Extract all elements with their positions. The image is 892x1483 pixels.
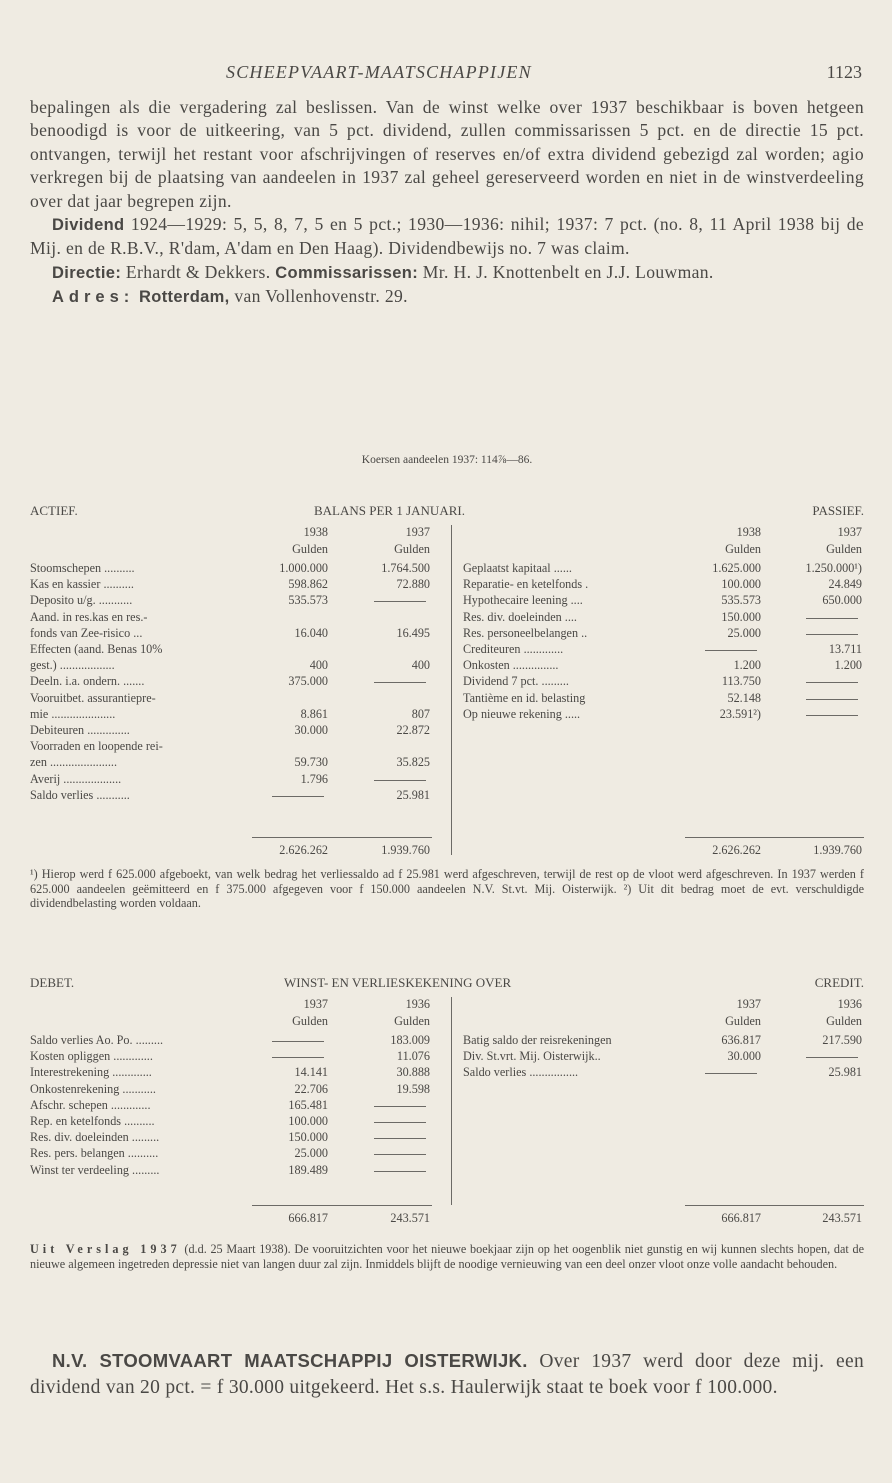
total-right-b: 243.571 xyxy=(822,1211,862,1225)
company-description xyxy=(30,96,864,310)
profit-loss-account xyxy=(30,975,864,1237)
column-unit-header: Gulden xyxy=(826,542,862,556)
row-label: Hypothecaire leening .... xyxy=(463,593,583,608)
oisterwijk-company: N.V. STOOMVAART MAATSCHAPPIJ OISTERWIJK. xyxy=(52,1350,528,1371)
column-unit-header: Gulden xyxy=(394,1014,430,1028)
value-a: 1.200 xyxy=(733,658,761,673)
value-b: 1.250.000¹) xyxy=(805,561,862,575)
column-year-header: 1938 xyxy=(303,525,328,539)
value-b: 11.076 xyxy=(396,1049,430,1064)
row-label: Reparatie- en ketelfonds . xyxy=(463,577,589,592)
passief-row xyxy=(30,691,864,707)
right-heading: CREDIT. xyxy=(814,975,864,990)
passief-row xyxy=(30,577,864,593)
total-rule-left xyxy=(252,1205,432,1206)
left-heading: DEBET. xyxy=(30,975,75,990)
value-b-dash xyxy=(374,1171,426,1172)
total-right-a: 666.817 xyxy=(721,1211,761,1225)
row-label: gest.) .................. xyxy=(30,658,115,673)
row-label: Deeln. i.a. ondern. ....... xyxy=(30,674,145,689)
value-b: 807 xyxy=(411,706,430,721)
column-unit-header: Gulden xyxy=(292,1014,328,1028)
adres-city: Rotterdam, xyxy=(139,288,230,307)
value-b: 19.598 xyxy=(396,1081,430,1096)
value-a: 535.573 xyxy=(721,593,761,608)
value-a: 165.481 xyxy=(288,1097,328,1112)
running-header xyxy=(30,62,866,86)
row-label: zen ...................... xyxy=(30,755,117,770)
column-unit-header: Gulden xyxy=(292,542,328,556)
value-a: 52.148 xyxy=(727,690,761,705)
row-label: Saldo verlies ........... xyxy=(30,787,130,802)
row-label: Res. pers. belangen .......... xyxy=(30,1146,159,1161)
passief-row xyxy=(30,626,864,642)
value-a-dash xyxy=(705,1073,757,1074)
value-b-dash xyxy=(374,1106,426,1107)
value-b-dash xyxy=(806,682,858,683)
column-unit-header: Gulden xyxy=(826,1014,862,1028)
value-b: 24.849 xyxy=(828,577,862,592)
passief-row xyxy=(30,674,864,690)
value-a: 30.000 xyxy=(727,1049,761,1064)
total-right-a: 2.626.262 xyxy=(712,843,761,857)
row-label: Averij ................... xyxy=(30,771,122,786)
row-label: Voorraden en loopende rei- xyxy=(30,739,163,754)
passief-row xyxy=(30,707,864,723)
column-year-header: 1937 xyxy=(405,525,430,539)
value-a: 59.730 xyxy=(294,755,328,770)
actief-row xyxy=(30,723,864,739)
paragraph-adres xyxy=(30,285,864,309)
left-heading: ACTIEF. xyxy=(30,503,78,518)
value-a: 100.000 xyxy=(721,577,761,592)
value-a: 14.141 xyxy=(294,1065,328,1080)
value-a: 636.817 xyxy=(721,1033,761,1047)
adres-label: Adres: xyxy=(52,288,135,307)
value-b-dash xyxy=(806,634,858,635)
passief-row xyxy=(30,642,864,658)
value-a: 150.000 xyxy=(721,609,761,624)
value-b: 217.590 xyxy=(822,1033,862,1047)
row-label: Afschr. schepen ............. xyxy=(30,1097,151,1112)
value-a: 25.000 xyxy=(294,1146,328,1161)
value-b: 13.711 xyxy=(828,642,862,656)
value-a: 8.861 xyxy=(300,706,328,721)
value-a: 598.862 xyxy=(288,577,328,592)
balance-sheet xyxy=(30,503,864,863)
actief-row xyxy=(30,788,864,804)
paragraph-dividend xyxy=(30,213,864,261)
debet-row xyxy=(30,1098,864,1114)
annual-report-excerpt xyxy=(30,1242,864,1271)
total-right-b: 1.939.760 xyxy=(813,843,862,857)
passief-row xyxy=(30,610,864,626)
value-a: 535.573 xyxy=(288,593,328,608)
value-b: 22.872 xyxy=(396,723,430,737)
value-b-dash xyxy=(374,780,426,781)
value-a: 1.625.000 xyxy=(712,561,761,575)
passief-row xyxy=(30,658,864,674)
share-prices: Koersen aandeelen 1937: 114⅞—86. xyxy=(361,454,533,466)
value-b: 72.880 xyxy=(396,577,430,592)
value-b: 16.495 xyxy=(396,625,430,640)
row-label: Res. div. doeleinden .... xyxy=(463,609,577,624)
value-b-dash xyxy=(374,1138,426,1139)
value-a-dash xyxy=(705,650,757,651)
debet-row xyxy=(30,1114,864,1130)
running-title: SCHEEPVAART-MAATSCHAPPIJEN xyxy=(226,62,532,82)
row-label: Onkostenrekening ........... xyxy=(30,1081,156,1096)
actief-row xyxy=(30,739,864,755)
value-b: 35.825 xyxy=(396,755,430,770)
value-b: 183.009 xyxy=(390,1033,430,1047)
credit-row xyxy=(30,1065,864,1081)
column-year-header: 1936 xyxy=(405,997,430,1011)
row-label: Onkosten ............... xyxy=(463,658,559,673)
row-label: Crediteuren ............. xyxy=(463,642,564,656)
value-a: 23.591²) xyxy=(719,706,761,721)
row-label: Kas en kassier .......... xyxy=(30,577,134,592)
column-unit-header: Gulden xyxy=(725,1014,761,1028)
row-label: Effecten (aand. Benas 10% xyxy=(30,642,163,656)
value-b: 25.981 xyxy=(396,787,430,802)
row-label: mie ..................... xyxy=(30,706,116,721)
value-b: 25.981 xyxy=(828,1065,862,1080)
value-a: 22.706 xyxy=(294,1081,328,1096)
center-heading: BALANS PER 1 JANUARI. xyxy=(314,503,465,518)
total-left-b: 243.571 xyxy=(390,1211,430,1225)
passief-row xyxy=(30,593,864,609)
commissarissen-text: Mr. H. J. Knottenbelt en J.J. Louwman. xyxy=(418,261,714,282)
column-year-header: 1938 xyxy=(736,525,761,539)
row-label: Dividend 7 pct. ......... xyxy=(463,674,569,689)
value-b-dash xyxy=(374,1154,426,1155)
value-a: 1.000.000 xyxy=(279,561,328,575)
total-left-b: 1.939.760 xyxy=(381,843,430,857)
row-label: Res. div. doeleinden ......... xyxy=(30,1130,160,1145)
value-a: 16.040 xyxy=(294,625,328,640)
passief-row xyxy=(30,561,864,577)
right-heading: PASSIEF. xyxy=(812,503,864,518)
row-label: Aand. in res.kas en res.- xyxy=(30,609,148,624)
value-a: 113.750 xyxy=(721,674,761,689)
actief-row xyxy=(30,772,864,788)
row-label: Interestrekening ............. xyxy=(30,1065,152,1080)
row-label: fonds van Zee-risico ... xyxy=(30,625,143,640)
value-a: 400 xyxy=(309,658,328,673)
oisterwijk-section xyxy=(30,1348,864,1400)
value-b: 1.200 xyxy=(834,658,862,673)
row-label: Stoomschepen .......... xyxy=(30,561,135,575)
debet-row xyxy=(30,1163,864,1179)
row-label: Div. St.vrt. Mij. Oisterwijk.. xyxy=(463,1049,601,1064)
total-left-a: 666.817 xyxy=(288,1211,328,1225)
paragraph-directie xyxy=(30,261,864,285)
value-a: 100.000 xyxy=(288,1114,328,1128)
oisterwijk-paragraph xyxy=(30,1348,864,1400)
center-heading: WINST- EN VERLIESKEKENING OVER xyxy=(284,975,512,990)
directie-label: Directie: xyxy=(52,263,122,282)
row-label: Res. personeelbelangen .. xyxy=(463,625,588,640)
credit-row xyxy=(30,1049,864,1065)
balance-footnote xyxy=(30,867,864,911)
value-a-dash xyxy=(272,796,324,797)
row-label: Saldo verlies ................ xyxy=(463,1065,579,1080)
paragraph-winstverdeeling: bepalingen als die vergadering zal beslissen. Van de winst welke over 1937 beschikbaar is boven hetgeen benoodigd is voor de uitkeering, van 5 pct. dividend, zullen commissarissen 5 pct. en de directie 15 pct. ontvangen, terwijl het restant voor afschrijvingen of reserves en/of extra dividend gebezigd zal worden; agio verkregen bij de plaatsing van aandeelen in 1937 zal geheel gereserveerd worden en niet in de winstverdeeling over dat jaar begrepen zijn. xyxy=(30,97,864,211)
total-rule-right xyxy=(685,837,864,838)
row-label: Debiteuren .............. xyxy=(30,723,130,737)
dividend-text: 1924—1929: 5, 5, 8, 7, 5 en 5 pct.; 1930—1936: nihil; 1937: 7 pct. (no. 8, 11 April 1938 bij de Mij. en de R.B.V., R'dam, A'dam en Den Haag). Dividendbewijs no. 7 was claim. xyxy=(30,214,864,259)
row-label: Saldo verlies Ao. Po. ......... xyxy=(30,1033,164,1047)
value-b: 1.764.500 xyxy=(381,561,430,575)
actief-row xyxy=(30,755,864,771)
total-rule-right xyxy=(685,1205,864,1206)
column-year-header: 1937 xyxy=(736,997,761,1011)
value-a: 25.000 xyxy=(727,625,761,640)
column-unit-header: Gulden xyxy=(394,542,430,556)
value-a: 1.796 xyxy=(300,771,328,786)
debet-row xyxy=(30,1146,864,1162)
row-label: Tantième en id. belasting xyxy=(463,690,586,705)
directie-text: Erhardt & Dekkers. xyxy=(121,261,276,282)
value-a: 150.000 xyxy=(288,1130,328,1145)
total-rule-left xyxy=(252,837,432,838)
column-unit-header: Gulden xyxy=(725,542,761,556)
row-label: Geplaatst kapitaal ...... xyxy=(463,561,572,575)
commissarissen-label: Commissarissen: xyxy=(275,263,419,282)
row-label: Kosten opliggen ............. xyxy=(30,1049,153,1064)
value-b: 30.888 xyxy=(396,1065,430,1080)
value-a: 375.000 xyxy=(288,674,328,689)
value-b-dash xyxy=(806,715,858,716)
column-year-header: 1936 xyxy=(837,997,862,1011)
row-label: Vooruitbet. assurantiepre- xyxy=(30,690,156,705)
row-label: Batig saldo der reisrekeningen xyxy=(463,1033,612,1047)
value-b-dash xyxy=(806,618,858,619)
total-left-a: 2.626.262 xyxy=(279,843,328,857)
column-year-header: 1937 xyxy=(303,997,328,1011)
oisterwijk-text: Over 1937 werd door deze mij. een dividend van 20 pct. = f 30.000 uitgekeerd. Het s.s. Haulerwijk staat te boek voor f 100.000. xyxy=(30,1351,864,1398)
value-b: 400 xyxy=(411,658,430,673)
row-label: Winst ter verdeeling ......... xyxy=(30,1162,160,1177)
row-label: Deposito u/g. ........... xyxy=(30,593,133,608)
footnote-text: ¹) Hierop werd f 625.000 afgeboekt, van welk bedrag het verliessaldo ad f 25.981 werd afgeschreven, terwijl de rest op de vloot werd afgeschreven. In 1937 werden f 625.000 aandeelen geëmitteerd en f 375.000 afgegeven voor f 150.000 aandeelen N.V. St.vt. Mij. Oisterwijk. ²) Uit dit bedrag moet de evt. verschuldigde dividendbelasting worden voldaan. xyxy=(30,867,864,910)
debet-row xyxy=(30,1130,864,1146)
verslag-label: Uit Verslag 1937 xyxy=(30,1242,181,1256)
column-year-header: 1937 xyxy=(837,525,862,539)
adres-text: van Vollenhovenstr. 29. xyxy=(229,286,408,307)
value-a: 189.489 xyxy=(288,1162,328,1177)
row-label: Op nieuwe rekening ..... xyxy=(463,706,581,721)
row-label: Rep. en ketelfonds .......... xyxy=(30,1114,155,1128)
verslag-text xyxy=(30,1242,864,1271)
value-b: 650.000 xyxy=(822,593,862,608)
debet-row xyxy=(30,1082,864,1098)
value-b-dash xyxy=(806,699,858,700)
value-a: 30.000 xyxy=(294,723,328,737)
value-b-dash xyxy=(374,1122,426,1123)
dividend-label: Dividend xyxy=(52,216,125,235)
value-b-dash xyxy=(806,1057,858,1058)
credit-row xyxy=(30,1033,864,1049)
verslag-body: (d.d. 25 Maart 1938). De vooruitzichten voor het nieuwe boekjaar zijn op het oogenblik niet gunstig en wij kunnen slechts hopen, dat de nieuwe algemeen ingetreden depressie niet van langen duur zal zijn. Inmiddels blijft de noodige vernieuwing van een deel onzer vloot onze volle aandacht behouden. xyxy=(30,1242,865,1271)
page-number: 1123 xyxy=(826,62,862,82)
